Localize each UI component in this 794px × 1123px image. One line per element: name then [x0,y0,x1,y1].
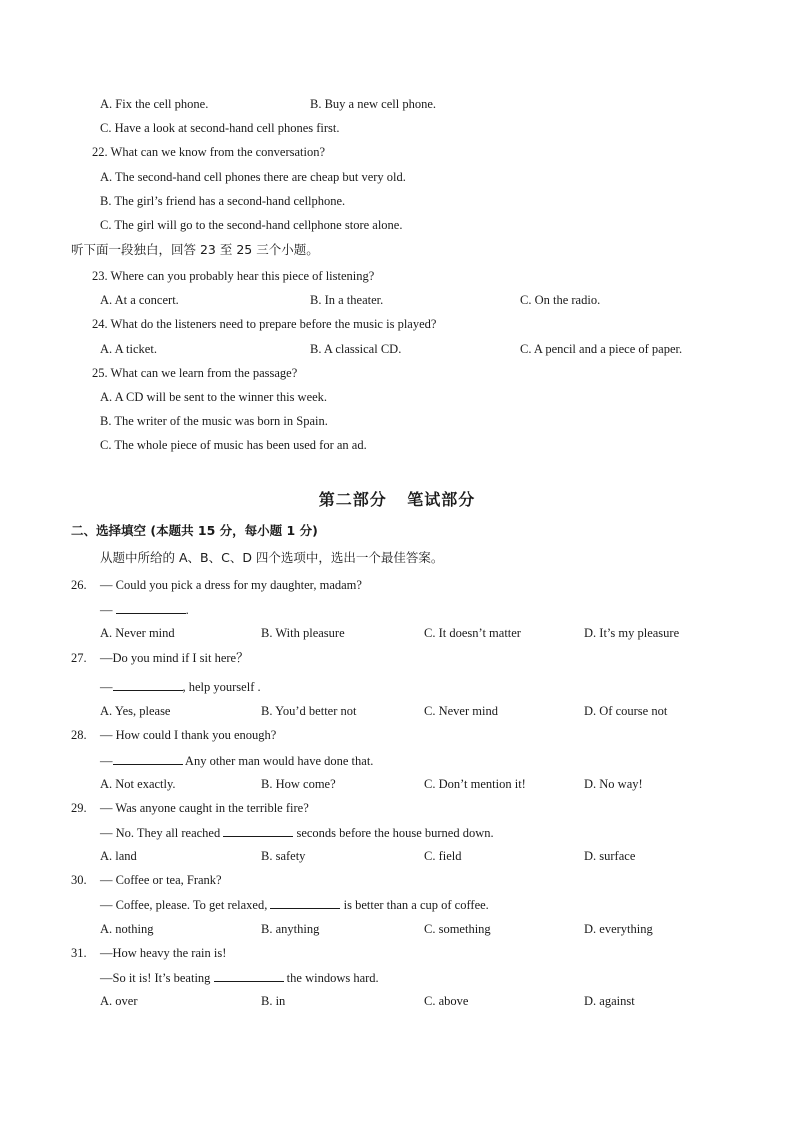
q31-option-d: D. against [584,994,635,1008]
q25-option-a: A. A CD will be sent to the winner this week. [100,390,328,404]
q30-number: 30. [71,873,87,887]
q29-line2-pre: — No. They all reached [100,826,224,840]
q28-line2 [100,752,373,769]
q23-option-c: C. On the radio. [520,293,601,307]
q31-number: 31. [71,946,87,960]
q30-line2-pre: — Coffee, please. To get relaxed, [100,898,271,912]
q29-number: 29. [71,801,87,815]
q26-option-b: B. With pleasure [261,626,345,640]
q31-option-c: C. above [424,994,469,1008]
q22-stem: 22. What can we know from the conversation? [92,145,326,159]
q22-option-a: A. The second-hand cell phones there are cheap but very old. [100,170,406,184]
q26-option-c: C. It doesn’t matter [424,626,521,640]
q27-line1: —Do you mind if I sit here？ [100,651,249,665]
q29-option-c: C. field [424,849,462,863]
q23-stem: 23. Where can you probably hear this piece of listening? [92,269,375,283]
q31-option-b: B. in [261,994,286,1008]
section-title: 第二部分 笔试部分 [318,490,476,509]
q28-line2-pre: — [100,754,113,768]
q22-option-c: C. The girl will go to the second-hand cellphone store alone. [100,218,403,232]
q25-stem: 25. What can we learn from the passage? [92,366,298,380]
q26-answer-blank[interactable] [116,601,186,614]
q28-option-a: A. Not exactly. [100,777,176,791]
q23-option-b: B. In a theater. [310,293,384,307]
part2-instruction: 从题中所给的 A、B、C、D 四个选项中，选出一个最佳答案。 [100,550,444,565]
q30-option-d: D. everything [584,922,653,936]
q29-line2-post: seconds before the house burned down. [293,826,494,840]
q28-option-d: D. No way! [584,777,643,791]
q31-line2 [100,969,379,986]
q24-option-b: B. A classical CD. [310,342,402,356]
q26-number: 26. [71,578,87,592]
q26-option-a: A. Never mind [100,626,175,640]
q30-line1: — Coffee or tea, Frank? [100,873,222,887]
q22-option-b: B. The girl’s friend has a second-hand cellphone. [100,194,346,208]
q30-option-c: C. something [424,922,491,936]
q27-number: 27. [71,651,87,665]
q27-option-a: A. Yes, please [100,704,171,718]
q27-line2 [100,678,261,695]
q26-line1: — Could you pick a dress for my daughter, madam? [100,578,362,592]
q30-line2-post: is better than a cup of coffee. [340,898,489,912]
q27-option-d: D. Of course not [584,704,668,718]
q27-option-c: C. Never mind [424,704,498,718]
q28-answer-blank[interactable] [113,752,183,765]
q24-option-c: C. A pencil and a piece of paper. [520,342,683,356]
q21-option-b: B. Buy a new cell phone. [310,97,437,111]
q29-line2 [100,824,494,841]
q28-number: 28. [71,728,87,742]
q31-line2-pre: —So it is! It’s beating [100,971,214,985]
part2-heading: 二、选择填空 (本题共 15 分，每小题 1 分) [71,523,318,538]
q24-stem: 24. What do the listeners need to prepare before the music is played? [92,317,437,331]
q21-option-a: A. Fix the cell phone. [100,97,209,111]
q23-option-a: A. At a concert. [100,293,179,307]
q27-line2-pre: — [100,680,113,694]
q21-option-c: C. Have a look at second-hand cell phones first. [100,121,340,135]
q28-option-c: C. Don’t mention it! [424,777,526,791]
q30-option-b: B. anything [261,922,320,936]
q26-line2 [100,601,189,618]
q28-line1: — How could I thank you enough? [100,728,277,742]
q28-option-b: B. How come? [261,777,336,791]
q26-line2-post: . [185,603,189,617]
q31-line1: —How heavy the rain is! [100,946,227,960]
listening-instruction: 听下面一段独白，回答 23 至 25 三个小题。 [71,242,319,257]
q24-option-a: A. A ticket. [100,342,157,356]
q29-line1: — Was anyone caught in the terrible fire? [100,801,309,815]
q31-option-a: A. over [100,994,138,1008]
q30-line2 [100,896,489,913]
q26-line2-pre: — [100,603,116,617]
q27-line2-post: , help yourself . [182,680,261,694]
q31-answer-blank[interactable] [214,969,284,982]
q25-option-c: C. The whole piece of music has been used for an ad. [100,438,367,452]
q31-line2-post: the windows hard. [283,971,379,985]
q27-answer-blank[interactable] [113,678,183,691]
q25-option-b: B. The writer of the music was born in Spain. [100,414,328,428]
q29-option-b: B. safety [261,849,306,863]
q29-option-d: D. surface [584,849,636,863]
q27-option-b: B. You’d better not [261,704,357,718]
q30-answer-blank[interactable] [270,896,340,909]
q30-option-a: A. nothing [100,922,154,936]
q29-option-a: A. land [100,849,137,863]
q26-option-d: D. It’s my pleasure [584,626,680,640]
q28-line2-post: Any other man would have done that. [182,754,374,768]
q29-answer-blank[interactable] [223,824,293,837]
